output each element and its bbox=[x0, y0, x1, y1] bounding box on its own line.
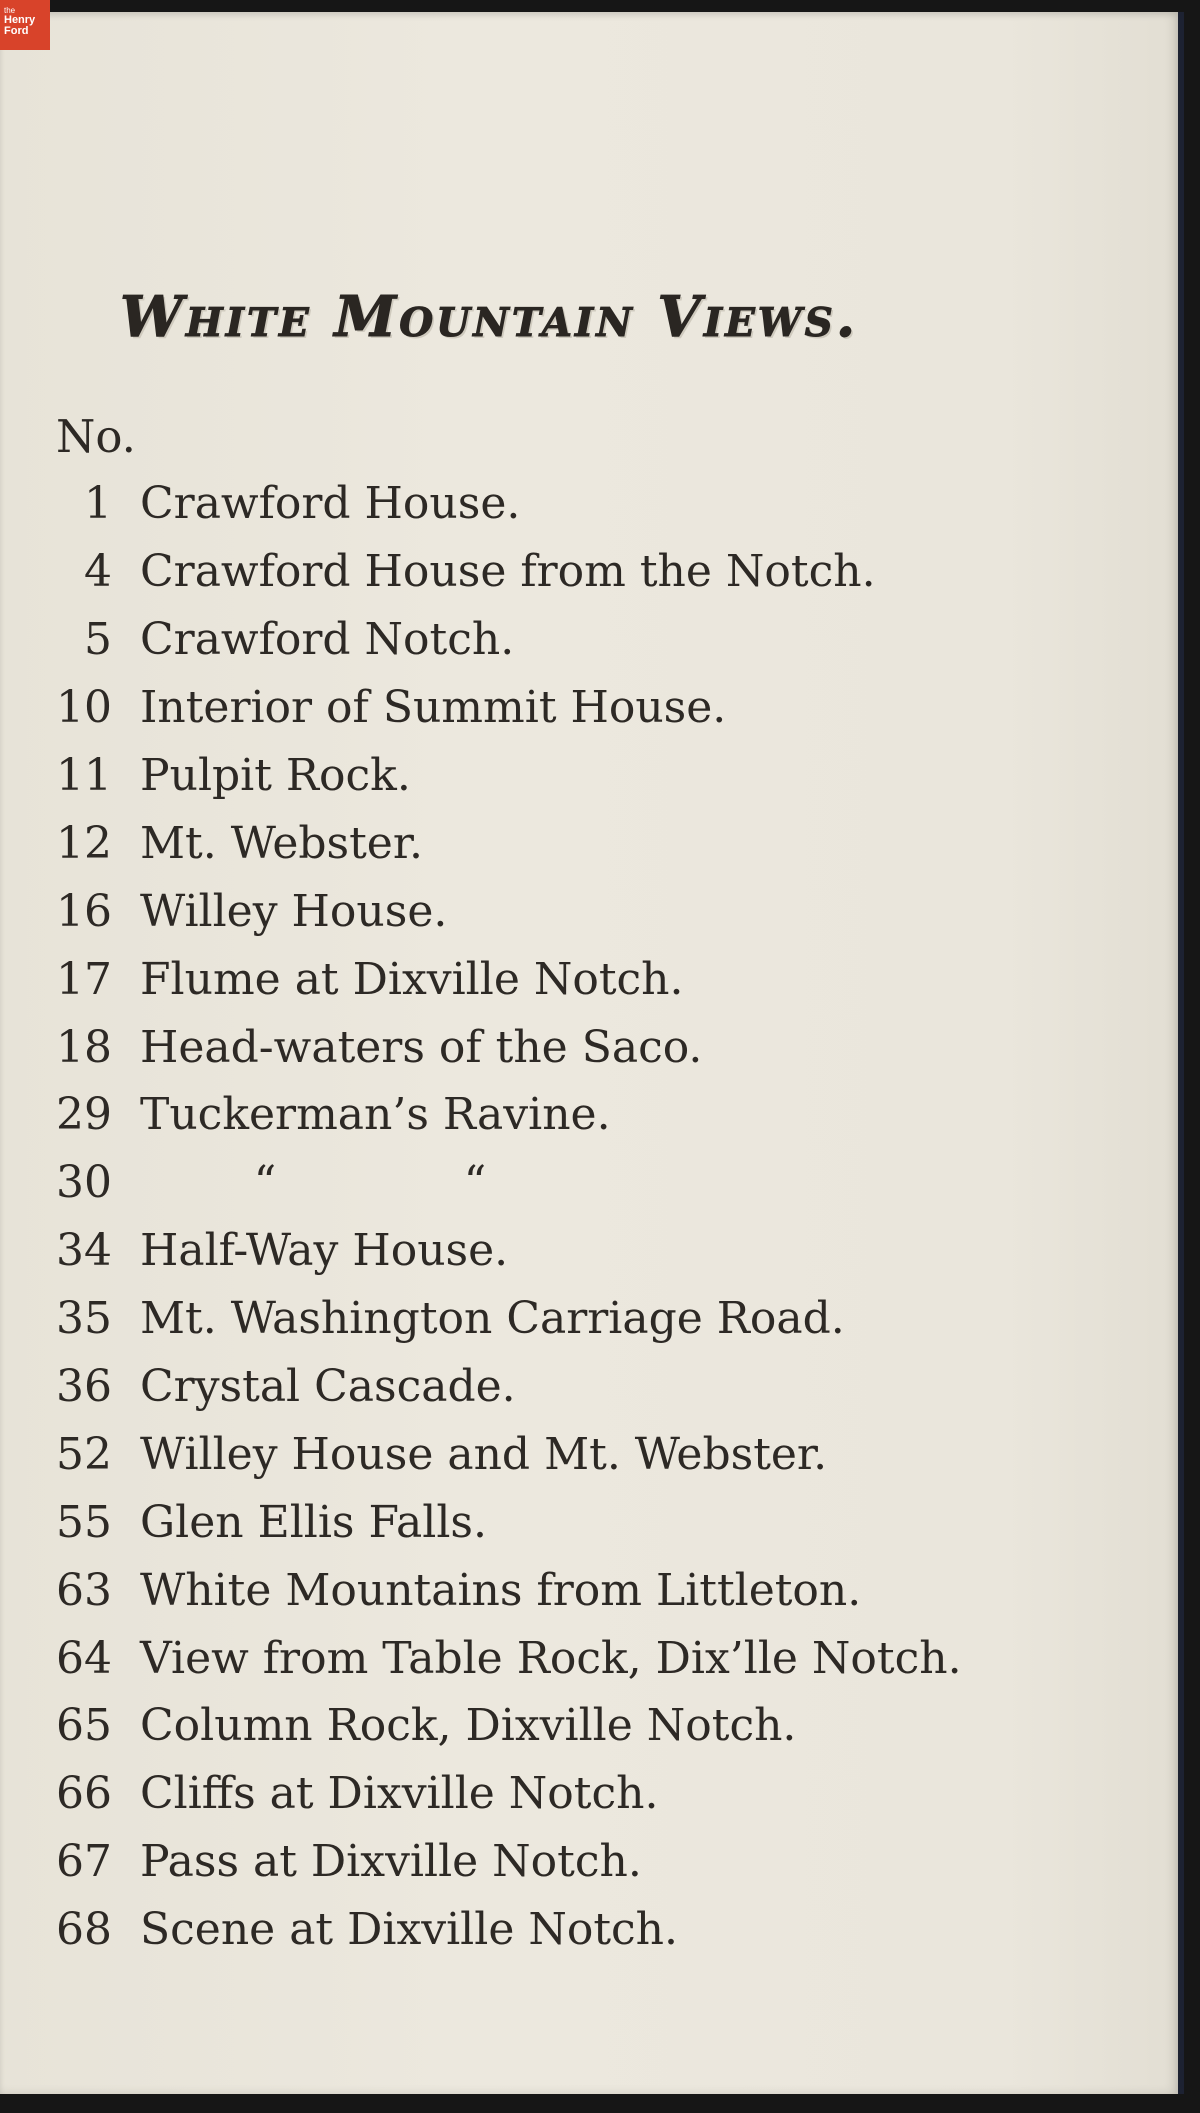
list-item bbox=[0, 1081, 1150, 1149]
item-number: 11 bbox=[56, 750, 112, 801]
item-number: 18 bbox=[56, 1021, 112, 1073]
item-number: 30 bbox=[56, 1157, 112, 1209]
item-number: 35 bbox=[56, 1293, 112, 1345]
item-title: Mt. Washington Carriage Road. bbox=[140, 1293, 845, 1345]
item-title: Crawford Notch. bbox=[140, 614, 515, 666]
item-number: 12 bbox=[56, 817, 112, 869]
item-title: Willey House. bbox=[140, 885, 448, 937]
item-title: View from Table Rock, Dix’lle Notch. bbox=[140, 1632, 962, 1684]
list-item bbox=[0, 538, 1150, 606]
item-title: Head-waters of the Saco. bbox=[140, 1021, 703, 1073]
item-title: White Mountains from Littleton. bbox=[140, 1564, 862, 1616]
item-title: Mt. Webster. bbox=[140, 817, 424, 869]
list-item bbox=[0, 742, 1150, 810]
list-item bbox=[0, 1149, 1150, 1217]
list-item bbox=[0, 809, 1150, 877]
item-number: 65 bbox=[56, 1700, 112, 1752]
list-item bbox=[0, 1285, 1150, 1353]
list-item bbox=[0, 1760, 1150, 1828]
list-item bbox=[0, 470, 1150, 538]
number-column-label: No. bbox=[56, 410, 136, 463]
item-title: Crawford House. bbox=[140, 478, 521, 530]
item-title: Willey House and Mt. Webster. bbox=[140, 1428, 828, 1480]
item-number: 5 bbox=[84, 614, 112, 666]
item-title: Glen Ellis Falls. bbox=[140, 1496, 487, 1548]
henry-ford-logo bbox=[0, 0, 50, 50]
list-item bbox=[0, 1624, 1150, 1692]
logo-line-3: Ford bbox=[4, 25, 29, 37]
ditto-mark: “ bbox=[253, 1157, 277, 1209]
item-number: 34 bbox=[56, 1225, 112, 1277]
catalog-page bbox=[0, 12, 1184, 2094]
list-item bbox=[0, 1556, 1150, 1624]
item-number: 36 bbox=[56, 1361, 112, 1413]
item-title: Pass at Dixville Notch. bbox=[140, 1836, 642, 1888]
item-number: 68 bbox=[56, 1904, 112, 1956]
list-item bbox=[0, 1828, 1150, 1896]
item-title: Interior of Summit House. bbox=[140, 682, 727, 734]
logo-line-2: Henry bbox=[4, 14, 36, 26]
item-number: 16 bbox=[56, 885, 112, 937]
list-item bbox=[0, 1692, 1150, 1760]
item-number: 29 bbox=[56, 1089, 112, 1141]
item-title: Scene at Dixville Notch. bbox=[140, 1904, 678, 1956]
ditto-mark: “ bbox=[463, 1157, 487, 1209]
list-item bbox=[0, 877, 1150, 945]
item-title: Cliffs at Dixville Notch. bbox=[140, 1768, 659, 1820]
list-item bbox=[0, 674, 1150, 742]
list-item bbox=[0, 1420, 1150, 1488]
item-number: 66 bbox=[56, 1768, 112, 1820]
item-number: 10 bbox=[56, 682, 112, 734]
list-item bbox=[0, 1488, 1150, 1556]
item-number: 4 bbox=[84, 546, 112, 598]
item-title: Crawford House from the Notch. bbox=[140, 546, 876, 598]
list-item bbox=[0, 1013, 1150, 1081]
item-number: 55 bbox=[56, 1496, 112, 1548]
list-item bbox=[0, 945, 1150, 1013]
logo-line-1: the bbox=[4, 6, 16, 15]
list-item bbox=[0, 606, 1150, 674]
item-title: Pulpit Rock. bbox=[140, 750, 411, 801]
item-title: Flume at Dixville Notch. bbox=[140, 953, 684, 1005]
list-item bbox=[0, 1217, 1150, 1285]
page-title: White Mountain Views. bbox=[120, 284, 859, 350]
item-title: Half-Way House. bbox=[140, 1225, 509, 1277]
item-number: 1 bbox=[84, 478, 112, 530]
item-title: Crystal Cascade. bbox=[140, 1361, 516, 1413]
item-number: 67 bbox=[56, 1836, 112, 1888]
list-item bbox=[0, 1896, 1150, 1964]
item-number: 64 bbox=[56, 1632, 112, 1684]
list-item bbox=[0, 1353, 1150, 1421]
item-number: 52 bbox=[56, 1428, 112, 1480]
ditto-marks bbox=[140, 1157, 580, 1208]
view-list bbox=[0, 470, 1150, 1964]
item-number: 17 bbox=[56, 953, 112, 1005]
item-title: Column Rock, Dixville Notch. bbox=[140, 1700, 797, 1752]
item-number: 63 bbox=[56, 1564, 112, 1616]
item-title: Tuckerman’s Ravine. bbox=[140, 1089, 611, 1141]
